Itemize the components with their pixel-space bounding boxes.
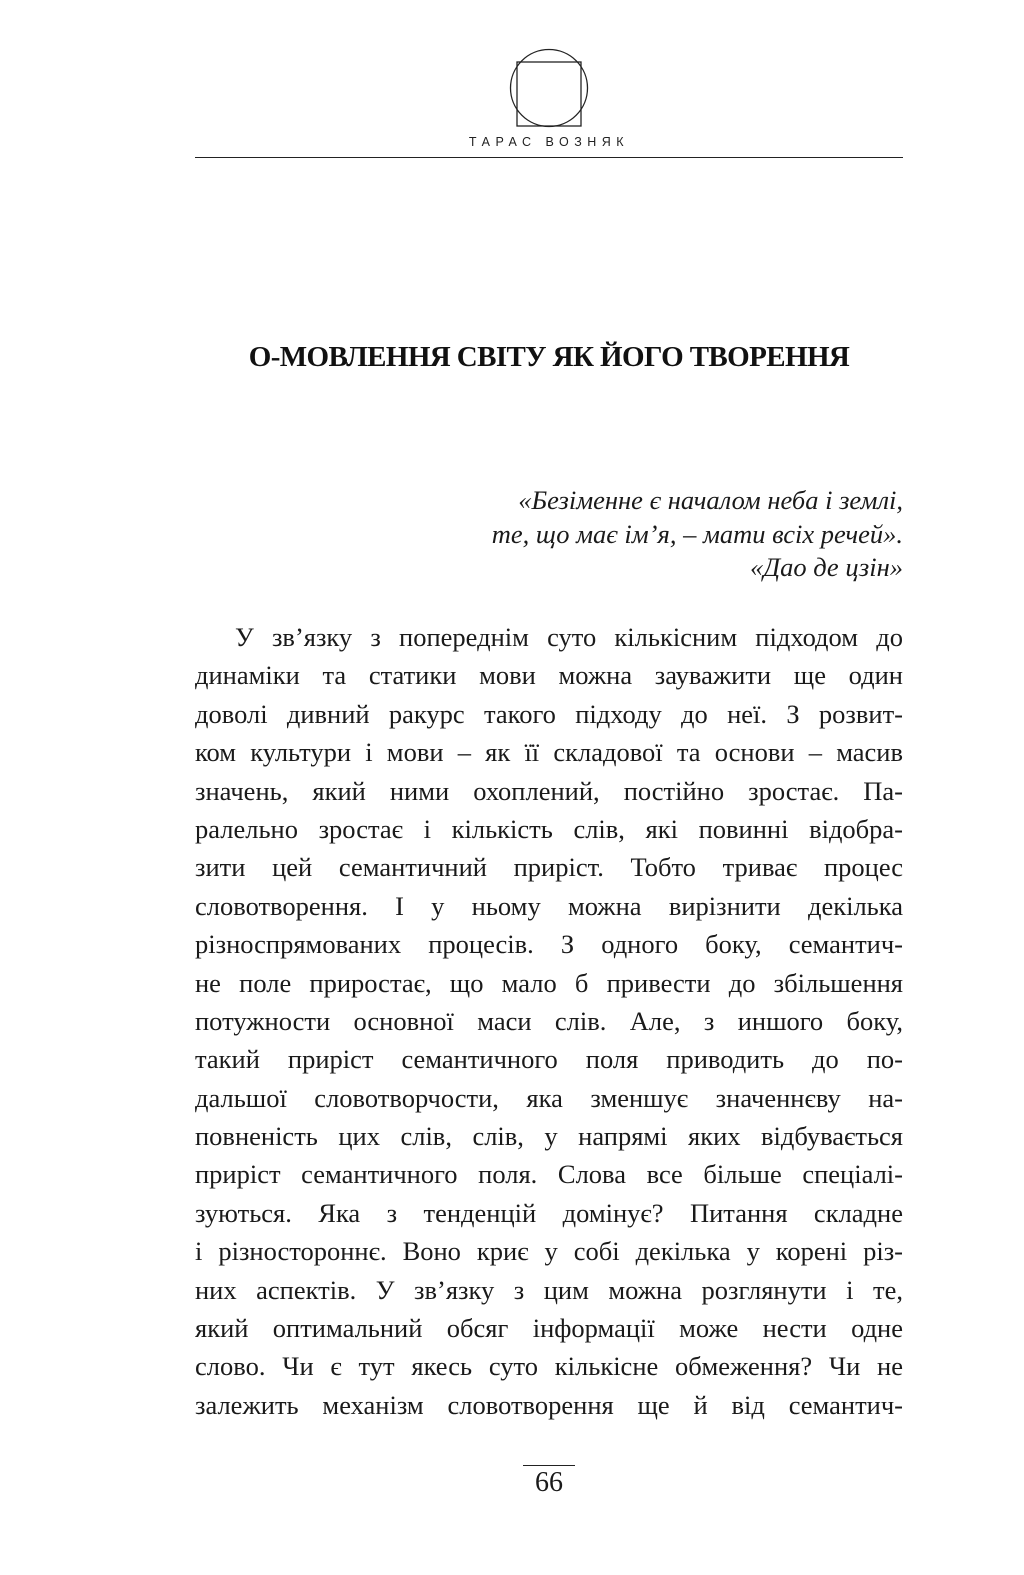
running-header-author: ТАРАС ВОЗНЯК: [468, 135, 630, 149]
body-line: значень, який ними охоплений, постійно зростає. Па-: [195, 775, 903, 806]
body-paragraph: [195, 618, 903, 1424]
epigraph: [195, 484, 903, 585]
circle-square-emblem-icon: [509, 48, 589, 128]
body-line: зуються. Яка з тенденцій домінує? Питання складне: [195, 1197, 903, 1228]
epigraph-line: «Безіменне є началом неба і землі,: [518, 485, 903, 515]
body-line: залежить механізм словотворення ще й від семантич-: [195, 1389, 903, 1420]
epigraph-line: те, що має ім’я, – мати всіх речей».: [491, 518, 903, 549]
body-line: доволі дивний ракурс такого підходу до неї. З розвит-: [195, 698, 903, 729]
body-line: потужности основної маси слів. Але, з иншого боку,: [195, 1005, 903, 1036]
body-line: не поле приростає, що мало б привести до збільшення: [195, 967, 903, 998]
body-line: динаміки та статики мови можна зауважити ще один: [195, 660, 903, 691]
chapter-title: О-МОВЛЕННЯ СВІТУ ЯК ЙОГО ТВОРЕННЯ: [248, 341, 850, 373]
page-number: 66: [535, 1467, 563, 1498]
body-line: дальшої словотворчости, яка зменшує значеннєву на-: [195, 1082, 903, 1113]
body-line: і різностороннє. Воно криє у собі декілька у корені різ-: [195, 1236, 903, 1267]
body-line: зити цей семантичний приріст. Тобто триває процес: [195, 852, 903, 883]
body-line: них аспектів. У зв’язку з цим можна розглянути і те,: [195, 1274, 903, 1305]
body-line: повненість цих слів, слів, у напрямі яких відбувається: [195, 1121, 903, 1152]
page-number-rule: [523, 1465, 575, 1466]
body-line: різноспрямованих процесів. З одного боку, семантич-: [195, 929, 903, 960]
body-line: ралельно зростає і кількість слів, які повинні відобра-: [195, 813, 903, 844]
body-line: який оптимальний обсяг інформації може нести одне: [195, 1313, 903, 1344]
body-line: ком культури і мови – як її складової та основи – масив: [195, 737, 903, 768]
header-divider: [195, 157, 903, 158]
body-line: такий приріст семантичного поля приводить до по-: [195, 1044, 903, 1075]
body-line: словотворення. І у ньому можна вирізнити декілька: [195, 890, 903, 921]
body-line: У зв’язку з попереднім суто кількісним підходом до: [235, 622, 903, 652]
body-line: слово. Чи є тут якесь суто кількісне обмеження? Чи не: [195, 1351, 903, 1382]
epigraph-source: «Дао де цзін»: [749, 552, 903, 582]
body-line: приріст семантичного поля. Слова все більше спеціалі-: [195, 1159, 903, 1190]
